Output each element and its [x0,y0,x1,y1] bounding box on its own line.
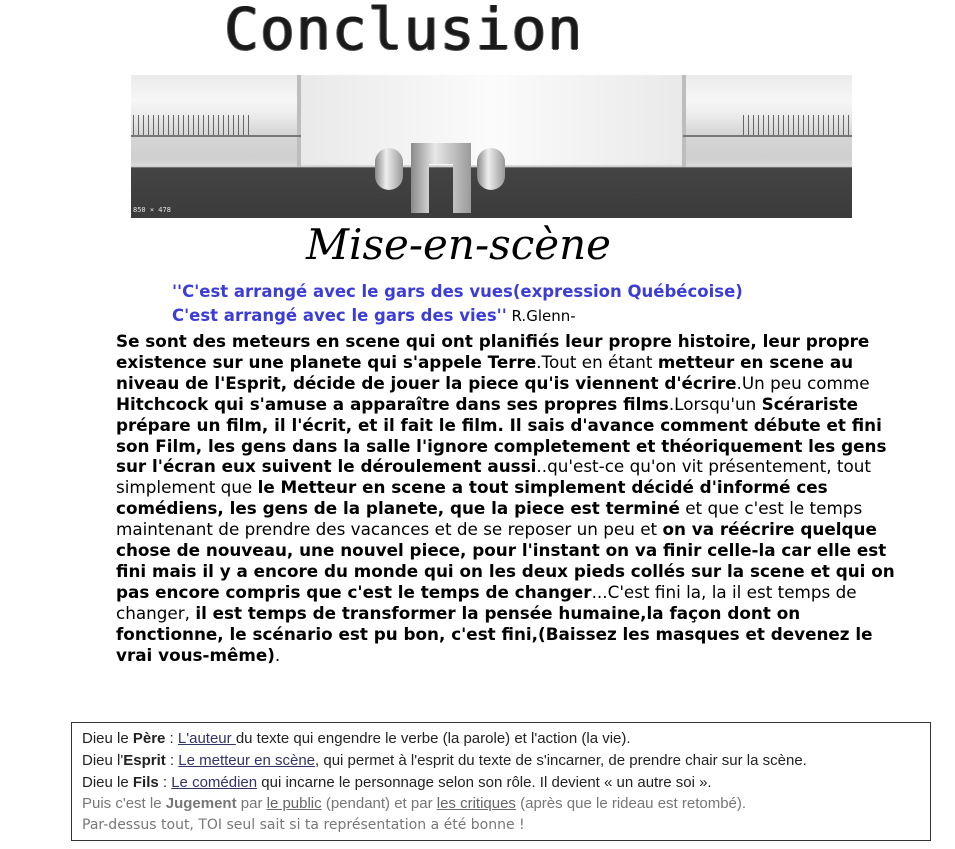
image-dimensions-label: 850 × 478 [133,206,171,214]
box-text: : [158,773,172,791]
body-text: ..qu'est-ce qu'on vit présentement, tout simplement que [116,456,871,498]
paper-roller-left [375,148,403,190]
box-text: , qui permet à l'esprit du texte de s'incarner, de prendre chair sur la scène. [315,751,807,769]
box-term: Esprit [123,751,166,769]
body-text-bold: Scérariste prépare un film, il l'écrit, et il fait le film. Il sais d'avance comment débute et fini son Film, les gens dans la salle l'ignore completement et théoriquement les gens sur l'écran eux suivent le déroulement aussi [116,393,887,477]
quote-line-2 [172,304,892,328]
box-text: Dieu le [82,730,133,747]
trinity-box [71,722,931,841]
paper-roller-right [477,148,505,190]
body-text-bold: Se sont des meteurs en scene qui ont planifiés leur propre histoire, leur propre existence sur une planete qui s'appele Terre [116,331,870,372]
box-text: du texte qui engendre le verbe (la parole) et l'action (la vie). [235,730,631,747]
ruler-base-left [131,135,301,137]
quote-author: R.Glenn- [506,307,576,325]
body-text: .Lorsqu'un [668,393,762,414]
ruler-scale-right [743,115,851,137]
body-text-bold: metteur en scene au niveau de l'Esprit, décide de jouer la piece qu'is viennent d'écrire [116,351,854,393]
paper-edge [297,75,301,167]
ruler-scale-left [243,115,253,137]
typewriter-image [131,75,852,218]
body-text-bold: Hitchcock qui s'amuse a apparaître dans ses propres films [116,393,669,414]
box-text: Dieu le [82,773,133,791]
box-text: : [165,751,179,769]
box-line-pere [82,728,930,750]
box-text: Puis c'est le [82,795,166,813]
type-guide [411,143,471,213]
body-text: . [274,644,281,665]
box-term: Père [132,730,166,747]
comedien-link[interactable]: Le comédien [171,773,258,791]
body-text: .Tout en étant [536,351,658,372]
box-line-conclusion: Par-dessus tout, TOI seul sait si ta représentation a été bonne ! [82,817,525,834]
box-text: : [165,730,178,747]
box-term: Fils [132,773,159,791]
quote-line-2-text: C'est arrangé avec le gars des vies'' [172,306,507,325]
section-subtitle: Mise-en-scène [306,220,611,269]
box-term: Jugement [165,795,237,813]
box-line-esprit [82,750,930,772]
box-text: Dieu l' [82,751,124,769]
critiques-link[interactable]: les critiques [436,795,516,813]
metteur-en-scene-link[interactable]: Le metteur en scène [178,751,316,769]
quote-line-1: ''C'est arrangé avec le gars des vues(expression Québécoise) [172,282,743,301]
public-link[interactable]: le public [266,795,322,813]
body-text-bold: le Metteur en scene a tout simplement décidé d'informé ces comédiens, les gens de la planete, que la piece est terminé [116,477,828,519]
box-text: (pendant) et par [321,795,437,813]
body-paragraph [116,331,911,666]
body-text: et que c'est le temps maintenant de prendre des vacances et de se reposer un peu et [116,498,863,540]
box-text: qui incarne le personnage selon son rôle. Il devient « un autre soi ». [257,773,712,791]
ruler-scale-left [133,115,243,137]
ruler-base-right [683,135,852,137]
quote-block [172,280,892,328]
body-text-bold: on va réécrire quelque chose de nouveau, une nouvel piece, pour l'instant on va finir celle-la car elle est fini mais il y a encore du monde qui on les deux pieds collés sur la scene et qui on pas encore compris que c'est le temps de changer [116,519,895,602]
body-text-bold: il est temps de transformer la pensée humaine,la façon dont on fonctionne, le scénario est pu bon, c'est fini,(Baissez les masques et devenez le vrai vous-même) [116,602,873,665]
page-title: Conclusion [224,0,584,63]
box-line-jugement [82,793,930,815]
paper-edge [682,75,686,167]
auteur-link[interactable]: L'auteur [177,730,236,747]
body-text: ...C'est fini la, la il est temps de changer, [116,581,857,623]
box-text: par [236,795,267,813]
box-text: (après que le rideau est retombé). [515,795,747,813]
body-text: .Un peu comme [736,372,870,393]
box-line-fils [82,772,930,794]
